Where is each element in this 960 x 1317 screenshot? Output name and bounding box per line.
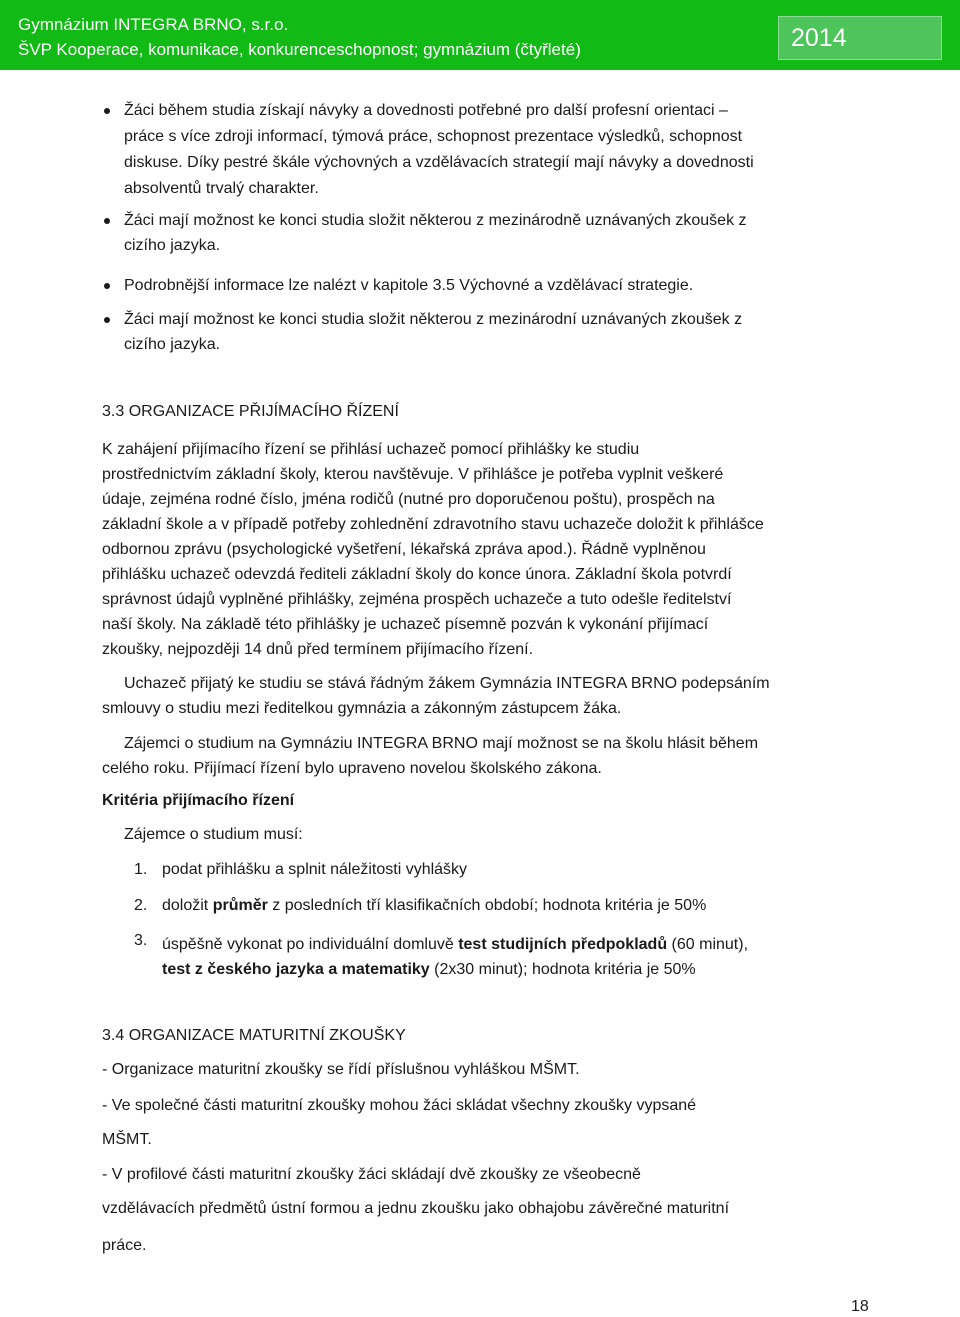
page-number: 18: [851, 1298, 869, 1315]
criteria-intro: Zájemce o studium musí:: [124, 826, 303, 843]
paragraph-line: smlouvy o studiu mezi ředitelkou gymnázia a zákonným zástupcem žáka.: [102, 700, 622, 717]
paragraph-line: celého roku. Přijímací řízení bylo upraveno novelou školského zákona.: [102, 760, 602, 777]
application-paragraph: [102, 731, 842, 781]
criteria-text: podat přihlášku a splnit náležitosti vyhlášky: [162, 861, 468, 878]
header-titles: [18, 12, 581, 62]
bullet-dot: [104, 317, 110, 323]
criteria-number: 1.: [134, 861, 148, 878]
bullet-line: práce s více zdroji informací, týmová práce, schopnost prezentace výsledků, schopnost: [124, 128, 743, 145]
exam-line: - V profilové části maturitní zkoušky žáci skládají dvě zkoušky ze všeobecně: [102, 1166, 641, 1183]
criteria-text: [162, 897, 706, 915]
paragraph-line: zkoušky, nejpozději 14 dnů před termínem přijímacího řízení.: [102, 641, 534, 658]
section-heading: 3.4 ORGANIZACE MATURITNÍ ZKOUŠKY: [102, 1027, 406, 1044]
bullet-item: [124, 307, 854, 357]
criteria-keyword: test studijních předpokladů: [458, 936, 668, 953]
section-heading: 3.3 ORGANIZACE PŘIJÍMACÍHO ŘÍZENÍ: [102, 403, 399, 420]
paragraph-line: odbornou zprávu (psychologické vyšetření, lékařská zpráva apod.). Řádně vyplněnou: [102, 541, 706, 558]
exam-line: práce.: [102, 1237, 147, 1254]
paragraph-line: základní škole a v případě potřeby zohlednění zdravotního stavu uchazeče doložit k přihlášce: [102, 516, 764, 533]
criteria-text-part: z posledních tří klasifikačních období; hodnota kritéria je 50%: [267, 897, 707, 914]
bullet-dot: [104, 218, 110, 224]
paragraph-line: přihlášku uchazeč odevzdá řediteli základní školy do konce února. Základní škola potvrdí: [102, 566, 732, 583]
enrolment-paragraph: [102, 671, 842, 721]
page-header: [0, 0, 960, 70]
year-box: 2014: [778, 16, 942, 60]
criteria-text: [162, 932, 748, 982]
criteria-text-part: úspěšně vykonat po individuální domluvě: [162, 936, 459, 953]
exam-line: - Ve společné části maturitní zkoušky mohou žáci skládat všechny zkoušky vypsané: [102, 1097, 697, 1114]
bullet-line: Žáci během studia získají návyky a dovednosti potřebné pro další profesní orientaci –: [124, 102, 728, 119]
paragraph-line: prostřednictvím základní školy, kterou navštěvuje. V přihlášce je potřeba vyplnit veškeré: [102, 466, 724, 483]
criteria-text-part: (60 minut),: [667, 936, 749, 953]
paragraph-line: Uchazeč přijatý ke studiu se stává řádným žákem Gymnázia INTEGRA BRNO podepsáním: [124, 675, 770, 692]
bullet-line: diskuse. Díky pestré škále výchovných a vzdělávacích strategií mají návyky a dovednosti: [124, 154, 754, 171]
criteria-number: 2.: [134, 897, 148, 914]
exam-line: - Organizace maturitní zkoušky se řídí příslušnou vyhláškou MŠMT.: [102, 1061, 580, 1078]
bullet-line: Žáci mají možnost ke konci studia složit některou z mezinárodně uznávaných zkoušek z: [124, 212, 747, 229]
bullet-dot: [104, 108, 110, 114]
school-name: Gymnázium INTEGRA BRNO, s.r.o.: [18, 15, 289, 34]
paragraph-line: naší školy. Na základě této přihlášky je uchazeč písemně pozván k vykonání přijímací: [102, 616, 709, 633]
bullet-item: [124, 273, 854, 298]
bullet-line: Žáci mají možnost ke konci studia složit některou z mezinárodní uznávaných zkoušek z: [124, 311, 743, 328]
bullet-line: absolventů trvalý charakter.: [124, 180, 319, 197]
criteria-text-part: doložit: [162, 897, 213, 914]
bullet-line: Podrobnější informace lze nalézt v kapitole 3.5 Výchovné a vzdělávací strategie.: [124, 277, 694, 294]
paragraph-line: správnost údajů vyplněné přihlášky, zejména prospěch uchazeče a tuto odešle ředitelství: [102, 591, 732, 608]
bullet-line: cizího jazyka.: [124, 237, 221, 254]
bullet-dot: [104, 283, 110, 289]
criteria-keyword: průměr: [212, 897, 268, 914]
criteria-heading: Kritéria přijímacího řízení: [102, 792, 295, 809]
admission-paragraph: [102, 437, 842, 662]
exam-line: MŠMT.: [102, 1131, 152, 1148]
paragraph-line: Zájemci o studium na Gymnáziu INTEGRA BRNO mají možnost se na školu hlásit během: [124, 735, 759, 752]
curriculum-title: ŠVP Kooperace, komunikace, konkurenceschopnost; gymnázium (čtyřleté): [18, 40, 581, 59]
bullet-item: [124, 98, 854, 202]
criteria-keyword: test z českého jazyka a matematiky: [162, 961, 430, 978]
criteria-text-part: (2x30 minut); hodnota kritéria je 50%: [429, 961, 696, 978]
bullet-item: [124, 208, 854, 258]
paragraph-line: údaje, zejména rodné číslo, jména rodičů (nutné pro doporučenou poštu), prospěch na: [102, 491, 715, 508]
paragraph-line: K zahájení přijímacího řízení se přihlásí uchazeč pomocí přihlášky ke studiu: [102, 441, 640, 458]
criteria-number: 3.: [134, 932, 148, 949]
exam-line: vzdělávacích předmětů ústní formou a jednu zkoušku jako obhajobu závěrečné maturitní: [102, 1200, 730, 1217]
bullet-line: cizího jazyka.: [124, 336, 221, 353]
